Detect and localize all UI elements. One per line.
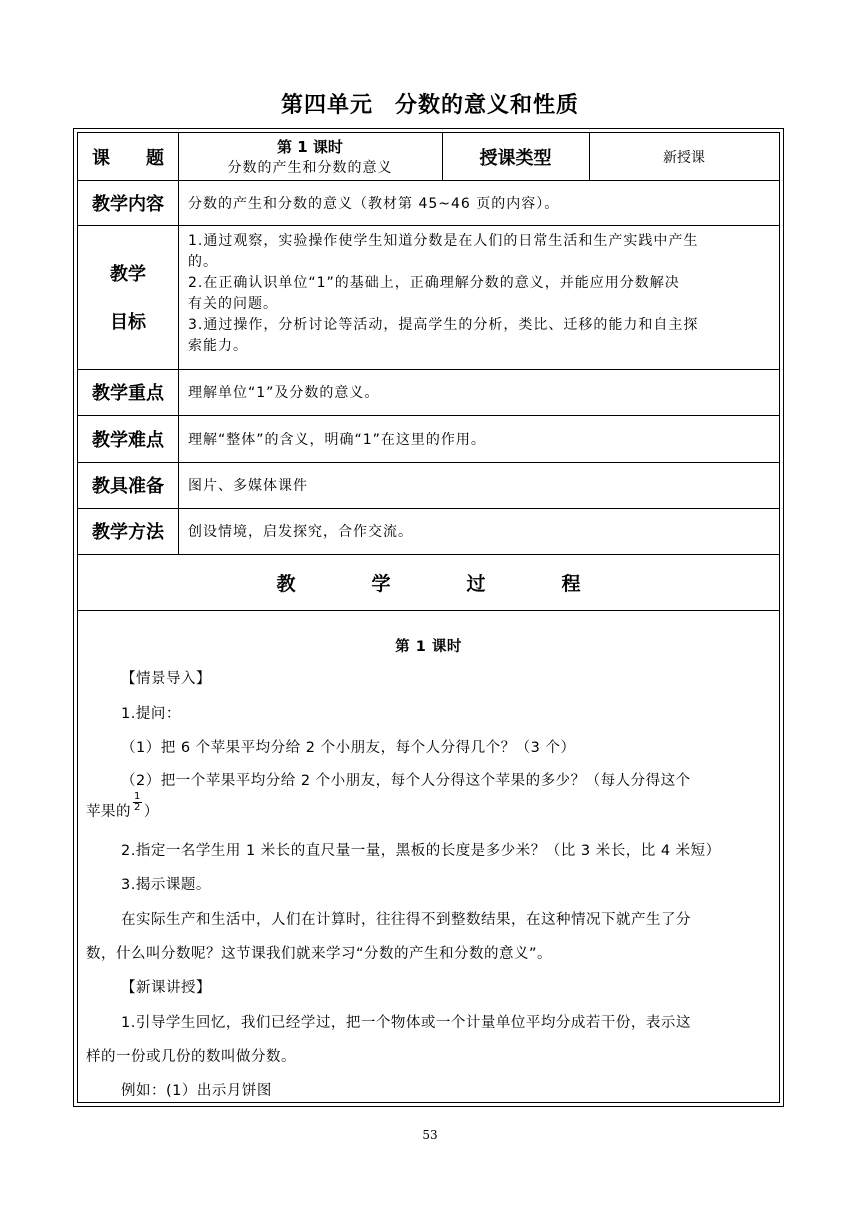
- lesson-heading: 第 1 课时: [395, 639, 462, 655]
- tools-text: 图片、多媒体课件: [188, 478, 308, 494]
- goal-line: 有关的问题。: [188, 296, 278, 312]
- paragraph: 数，什么叫分数呢？这节课我们就来学习“分数的产生和分数的意义”。: [86, 946, 553, 962]
- tools-row: [78, 462, 779, 509]
- difficulty-label: 教学难点: [78, 415, 179, 462]
- method-row: [78, 508, 779, 555]
- topic-label: 课 题: [78, 133, 179, 180]
- content-row: [78, 180, 779, 226]
- paragraph: 1.引导学生回忆，我们已经学过，把一个物体或一个计量单位平均分成若干份，表示这: [121, 1015, 691, 1031]
- goals-list: [188, 231, 773, 357]
- process-heading: 教 学 过 程: [276, 572, 581, 595]
- tools-label: 教具准备: [78, 462, 179, 508]
- header-row: [78, 133, 779, 181]
- goal-line: 3.通过操作，分析讨论等活动，提高学生的分析，类比、迁移的能力和自主探: [188, 317, 699, 333]
- process-body: [78, 610, 779, 1102]
- goal-line: 1.通过观察，实验操作使学生知道分数是在人们的日常生活和生产实践中产生: [188, 233, 699, 249]
- content-label: 教学内容: [78, 180, 179, 225]
- key-label: 教学重点: [78, 369, 179, 415]
- method-label: 教学方法: [78, 508, 179, 554]
- paragraph: 在实际生产和生活中，人们在计算时，往往得不到整数结果，在这种情况下就产生了分: [121, 912, 691, 928]
- paragraph: （1）把 6 个苹果平均分给 2 个小朋友，每个人分得几个？（3 个）: [121, 740, 576, 756]
- type-value: 新授课: [663, 149, 705, 166]
- lesson-plan-table: [73, 128, 784, 1107]
- lesson-cell: [178, 133, 443, 180]
- paragraph: （2）把一个苹果平均分给 2 个小朋友，每个人分得这个苹果的多少？（每人分得这个: [121, 773, 691, 789]
- goal-line: 2.在正确认识单位“1”的基础上，正确理解分数的意义，并能应用分数解决: [188, 275, 680, 291]
- goal-line: 的。: [188, 254, 218, 270]
- page-number: 53: [422, 1128, 438, 1142]
- goals-row: [78, 225, 779, 370]
- goals-label: 教学 目标: [78, 225, 179, 369]
- paragraph: 苹果的 $\frac{1}{2}$ ）: [86, 790, 159, 820]
- paragraph: 1.提问：: [121, 706, 181, 722]
- paragraph: 例如：(1）出示月饼图: [121, 1083, 272, 1099]
- key-row: [78, 369, 779, 416]
- content-text: 分数的产生和分数的意义（教材第 45~46 页的内容）。: [188, 195, 560, 212]
- lesson-name: 分数的产生和分数的意义: [227, 160, 393, 176]
- section-new: 【新课讲授】: [121, 980, 211, 996]
- goal-line: 索能力。: [188, 338, 248, 354]
- page-title: 第四单元 分数的意义和性质: [280, 93, 580, 118]
- key-text: 理解单位“1”及分数的意义。: [188, 385, 380, 401]
- paragraph: 样的一份或几份的数叫做分数。: [86, 1049, 296, 1065]
- paragraph: 2.指定一名学生用 1 米长的直尺量一量，黑板的长度是多少米？（比 3 米长，比 4 米短）: [121, 843, 721, 859]
- paragraph: 3.揭示课题。: [121, 877, 211, 893]
- difficulty-text: 理解“整体”的含义，明确“1”在这里的作用。: [188, 431, 486, 448]
- type-label: 授课类型: [442, 133, 590, 180]
- method-text: 创设情境，启发探究，合作交流。: [188, 524, 413, 540]
- difficulty-row: [78, 415, 779, 463]
- fraction: $\frac{1}{2}$: [134, 790, 141, 813]
- lesson-number: 第 1 课时: [277, 138, 343, 156]
- section-intro: 【情景导入】: [121, 671, 211, 687]
- process-heading-row: [78, 554, 779, 611]
